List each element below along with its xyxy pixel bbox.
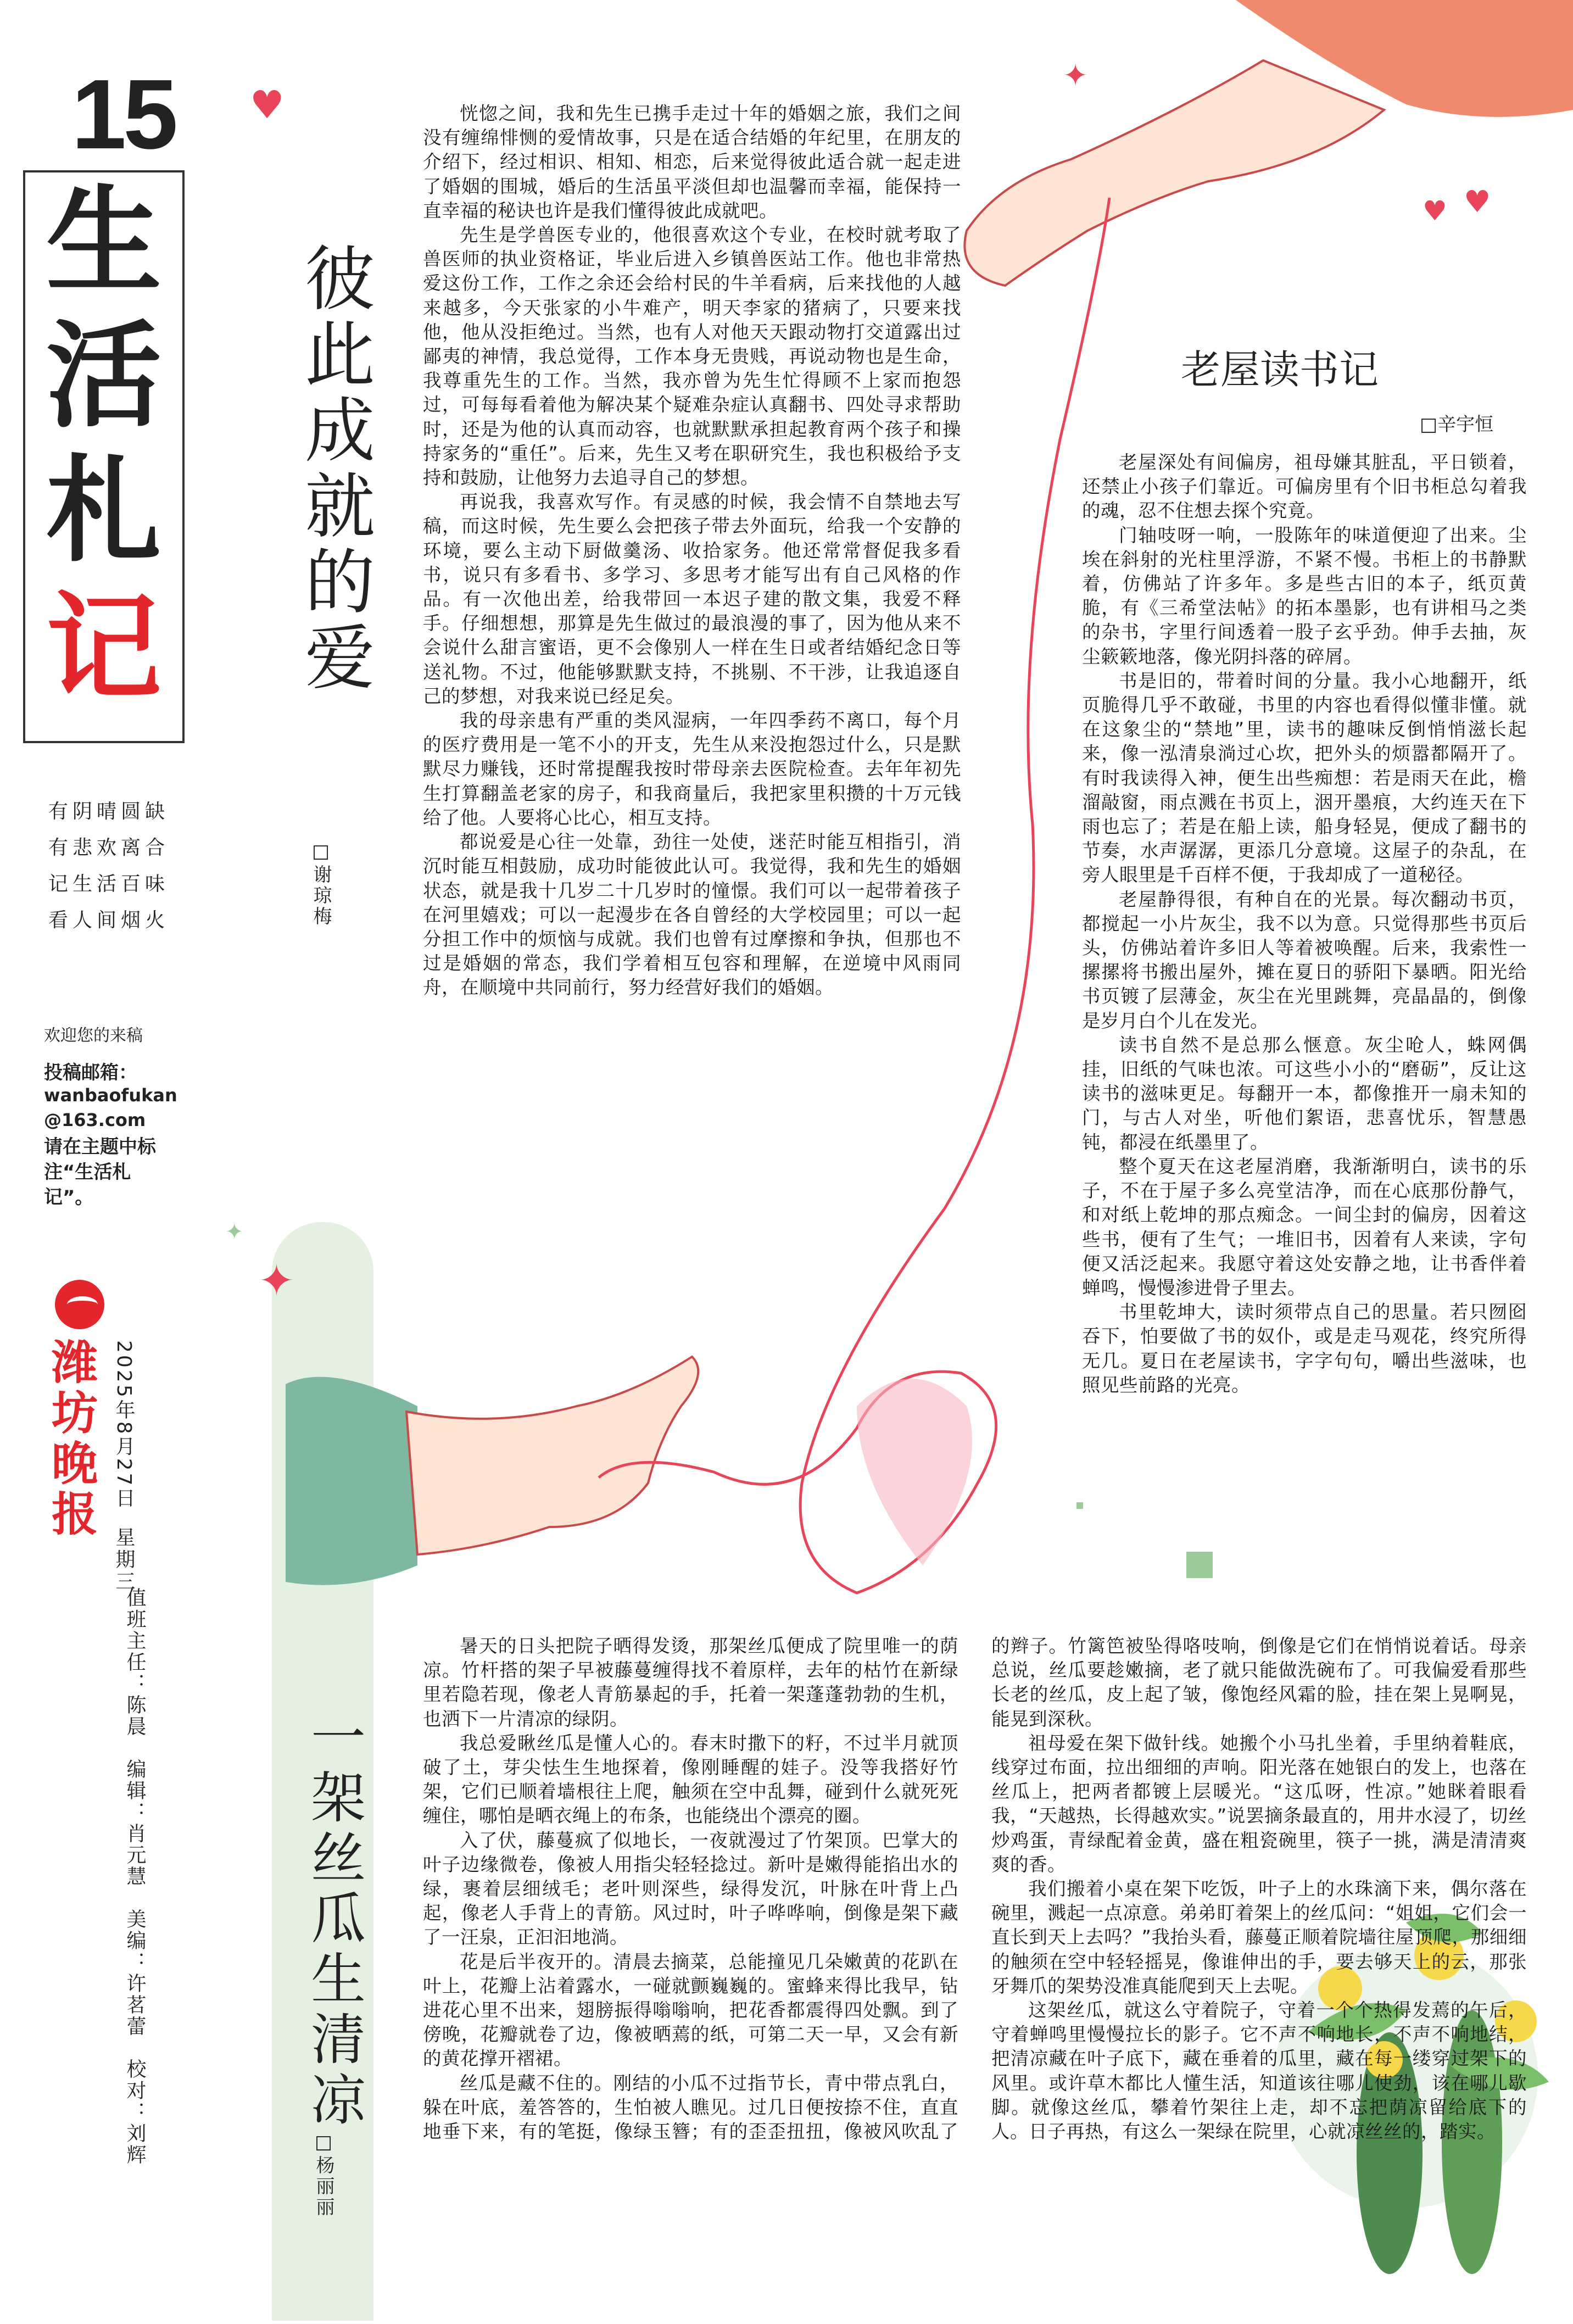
article-body xyxy=(423,102,961,1000)
article-paragraph: 门轴吱呀一响，一股陈年的味道便迎了出来。尘埃在斜射的光柱里浮游，不紧不慢。书柜上的书静默着，仿佛站了许多年。多是些古旧的本子，纸页黄脆，有《三希堂法帖》的拓本墨影，也有讲相马之类的杂书，字里行间透着一股子玄乎劲。伸手去抽，灰尘簌簌地落，像光阴抖落的碎屑。 xyxy=(1082,524,1527,667)
issue-date: 2025年8月27日 xyxy=(113,1340,135,1510)
sparkle-icon: ✦ xyxy=(1063,58,1089,93)
motto-line: 有悲欢离合 xyxy=(48,837,170,859)
column-title-char: 记 xyxy=(46,579,161,715)
newspaper-logo-icon xyxy=(55,1280,104,1329)
issue-weekday: 星期三 xyxy=(113,1527,135,1593)
contribution-email-domain[interactable]: @163.com xyxy=(44,1110,146,1130)
article-paragraph: 我总爱瞅丝瓜是懂人心的。春末时撒下的籽，不过半月就顶破了土，芽尖怯生生地探着，像刚睡醒的娃子。没等我搭好竹架，它们已顺着墙根往上爬，触须在空中乱舞，碰到什么就死死缠住，哪怕是晒衣绳上的布条，也能绕出个漂亮的圈。 xyxy=(423,1732,958,1827)
article-paragraph: 书是旧的，带着时间的分量。我小心地翻开，纸页脆得几乎不敢碰，书里的内容也看得似懂非懂。就在这象尘的“禁地”里，读书的趣味反倒悄悄滋长起来，像一泓清泉淌过心坎，把外头的烦嚣都隔开了。有时我读得入神，便生出些痴想：若是雨天在此，檐溜敲窗，雨点溅在书页上，洇开墨痕，大约连天在下雨也忘了；若是在船上读，船身轻晃，便成了翻书的节奏，水声潺潺，更添几分意境。这屋子的杂乱，在旁人眼里是千百样不便，于我却成了一道秘径。 xyxy=(1082,670,1527,886)
article-paragraph: 花是后半夜开的。清晨去摘菜，总能撞见几朵嫩黄的花趴在叶上，花瓣上沾着露水，一碰就颤巍巍的。蜜蜂来得比我早，钻进花心里不出来，翅膀振得嗡嗡响，把花香都震得四处飘。到了傍晚，花瓣就卷了边，像被晒蔫的纸，可第二天一早，又会有新的黄花撑开褶裙。 xyxy=(423,1950,958,2070)
article-paragraph: 先生是学兽医专业的，他很喜欢这个专业，在校时就考取了兽医师的执业资格证，毕业后进入乡镇兽医站工作。他也非常热爱这份工作，工作之余还会给村民的牛羊看病，后来找他的人越来越多，今天张家的小牛难产，明天李家的猪病了，只要来找他，他从没拒绝过。当然，也有人对他天天跟动物打交道露出过鄙夷的神情，我总觉得，工作本身无贵贱，再说动物也是生命，我尊重先生的工作。当然，我亦曾为先生忙得顾不上家而抱怨过，可每每看着他为解决某个疑难杂症认真翻书、四处寻求帮助时，还是为他的认真而动容，也就默默承担起教育两个孩子和操持家务的“重任”。后来，先生又考在职研究生，我也积极给予支持和鼓励，让他努力去追寻自己的梦想。 xyxy=(423,224,961,489)
article-paragraph: 我的母亲患有严重的类风湿病，一年四季药不离口，每个月的医疗费用是一笔不小的开支，先生从来没抱怨过什么，只是默默尽力赚钱，还时常提醒我按时带母亲去医院检查。去年年初先生打算翻盖老家的房子，和我商量后，我把家里积攒的十万元钱给了他。人要将心比心，相互支持。 xyxy=(423,710,961,828)
article-paragraph: 书里乾坤大，读时须带点自己的思量。若只囫囵吞下，怕要做了书的奴仆，或是走马观花，终究所得无几。夏日在老屋读书，字字句句，嚼出些滋味，也照见些前路的光亮。 xyxy=(1082,1301,1527,1396)
article-paragraph: 祖母爱在架下做针线。她搬个小马扎坐着，手里纳着鞋底，线穿过布面，拉出细细的声响。阳光落在她银白的发上，也落在丝瓜上，把两者都镀上层暖光。“这瓜呀，性凉。”她眯着眼看我，“天越热，长得越欢实。”说罢摘条最直的，用井水浸了，切丝炒鸡蛋，青绿配着金黄，盛在粗瓷碗里，筷子一挑，满是清清爽爽的香。 xyxy=(991,1732,1527,1875)
sparkle-icon: ✦ xyxy=(225,1219,244,1245)
motto-line: 看人间烟火 xyxy=(48,909,170,932)
upper-hand-illustration xyxy=(964,60,1384,286)
thread-heart-shape xyxy=(857,1379,972,1565)
article-paragraph: 我们搬着小桌在架下吃饭，叶子上的水珠滴下来，偶尔落在碗里，溅起一点凉意。弟弟盯着架上的丝瓜问：“姐姐，它们会一直长到天上去吗？”我抬头看，藤蔓正顺着院墙往屋顶爬，那细细的触须在空中轻轻摇晃，像谁伸出的手，要去够天上的云，那张牙舞爪的架势没准真能爬到天上去呢。 xyxy=(991,1878,1527,1997)
article-author: □ 杨丽丽 xyxy=(310,2131,337,2218)
contribution-email[interactable]: wanbaofukan xyxy=(44,1085,177,1106)
article-paragraph: 暑天的日头把院子晒得发烫，那架丝瓜便成了院里唯一的荫凉。竹杆搭的架子早被藤蔓缠得找不着原样，去年的枯竹在新绿里若隐若现，像老人青筋暴起的手，托着一架蓬蓬勃勃的生机，也洒下一片清凉的绿阴。 xyxy=(423,1635,958,1730)
column-title-char: 札 xyxy=(46,442,161,578)
column-title-char: 活 xyxy=(46,308,161,443)
heart-icon: ♥ xyxy=(1423,195,1447,227)
sleeve-bottom-illustration xyxy=(286,1377,417,1585)
motto-line: 记生活百味 xyxy=(48,873,170,895)
motto-line: 有阴晴圆缺 xyxy=(48,800,170,823)
contribution-welcome: 欢迎您的来稿 xyxy=(44,1026,143,1045)
article-paragraph: 老屋静得很，有种自在的光景。每次翻动书页，都搅起一小片灰尘，我不以为意。只觉得那些书页后头，仿佛站着许多旧人等着被唤醒。后来，我索性一摞摞将书搬出屋外，摊在夏日的骄阳下暴晒。阳光给书页镀了层薄金，灰尘在光里跳舞，亮晶晶的，倒像是岁月白个儿在发光。 xyxy=(1082,888,1527,1032)
article-paragraph: 再说我，我喜欢写作。有灵感的时候，我会情不自禁地去写稿，而这时候，先生要么会把孩子带去外面玩，给我一个安静的环境，要么主动下厨做羹汤、收拾家务。他还常常督促我多看书，说只有多看书、多学习、多思考才能写出有自己风格的作品。有一次他出差，给我带回一本迟子建的散文集，我爱不释手。仔细想想，那算是先生做过的最浪漫的事了，因为他从来不会说什么甜言蜜语，更不会像别人一样在生日或者结婚纪念日等送礼物。不过，他能够默默支持，不挑剔、不干涉，让我追逐自己的梦想，对我来说已经足矣。 xyxy=(423,491,961,707)
article-paragraph: 都说爱是心往一处靠，劲往一处使，迷茫时能互相指引，消沉时能互相鼓励，成功时能彼此认可。我觉得，我和先生的婚姻状态，就是我十几岁二十几岁时的憧憬。我们可以一起带着孩子在河里嬉戏；可以一起漫步在各自曾经的大学校园里；可以一起分担工作中的烦恼与成就。我们也曾有过摩擦和争执，但那也不过是婚姻的常态，我们学着相互包容和理解，在逆境中风雨同舟，在顺境中共同前行，努力经营好我们的婚姻。 xyxy=(423,831,961,999)
contribution-email-label: 投稿邮箱： xyxy=(44,1062,137,1084)
article-paragraph: 整个夏天在这老屋消磨，我渐渐明白，读书的乐子，不在于屋子多么亮堂洁净，而在心底那份静气，和对纸上乾坤的那点痴念。一间尘封的偏房，因着这些书，便有了生气；一堆旧书，因着有人来读，字句便又活泛起来。我愿守着这处安静之地，让书香伴着蝉鸣，慢慢渗进骨子里去。 xyxy=(1082,1155,1527,1298)
lower-hand-illustration xyxy=(406,1357,698,1554)
column-motto xyxy=(48,794,191,939)
article-paragraph: 老屋深处有间偏房，祖母嫌其脏乱，平日锁着，还禁止小孩子们靠近。可偏房里有个旧书柜总勾着我的魂，忍不住想去探个究竟。 xyxy=(1082,452,1527,522)
heart-icon: ♥ xyxy=(250,82,285,127)
contribution-note: 请在主题中标注“生活札记”。 xyxy=(44,1136,156,1208)
heart-icon: ♥ xyxy=(1464,184,1491,219)
article-title: 老屋读书记 xyxy=(1181,347,1379,393)
newspaper-name: 潍坊晚报 xyxy=(52,1335,98,1541)
article-title: 彼此成就的爱 xyxy=(293,242,375,696)
column-title-char: 生 xyxy=(46,173,161,309)
article-paragraph: 入了伏，藤蔓疯了似地长，一夜就漫过了竹架顶。巴掌大的叶子边缘微卷，像被人用指尖轻轻捻过。新叶是嫩得能掐出水的绿，裹着层细绒毛；老叶则深些，绿得发沉，叶脉在叶背上凸起，像老人手背上的青筋。风过时，叶子哗哗响，倒像是架下藏了一汪泉，正汩汩地淌。 xyxy=(423,1829,958,1948)
editor-credits: 值班主任：陈晨 编辑：肖元慧 美编：许茗蕾 校对：刘辉 xyxy=(124,1587,146,2166)
article-body xyxy=(1082,450,1527,1397)
article-title: 一架丝瓜生清凉 xyxy=(302,1708,366,2131)
article-paragraph: 读书自然不是总那么惬意。灰尘呛人，蛛网偶挂，旧纸的气味也浓。可这些小小的“磨砺”，反让这读书的滋味更足。每翻开一本，都像推开一扇未知的门，与古人对坐，听他们絮语，悲喜忧乐，智慧愚钝，都浸在纸墨里了。 xyxy=(1082,1034,1527,1153)
sparkle-icon: ✦ xyxy=(258,1255,295,1306)
article-author: □ 辛宇恒 xyxy=(1420,409,1493,436)
article-body xyxy=(423,1634,1527,2315)
column-title-frame xyxy=(23,170,185,743)
article-author: □ 谢琼梅 xyxy=(308,840,334,927)
article-paragraph: 恍惚之间，我和先生已携手走过十年的婚姻之旅，我们之间没有缠绵悱恻的爱情故事，只是在适合结婚的年纪里，在朋友的介绍下，经过相识、相知、相恋，后来觉得彼此适合就一起走进了婚姻的围城，婚后的生活虽平淡但却也温馨而幸福，能保持一直幸福的秘诀也许是我们懂得彼此成就吧。 xyxy=(423,103,961,221)
article-paragraph: 丝瓜是藏不住的。刚结的小瓜不过指节长，青中带点乳白，躲在叶底，羞答答的，生怕被人瞧见。过几日便按捺不住，直直地垂下来，有的笔挺，像绿玉簪；有的歪歪扭扭，像被风吹乱了的辫子。竹篱笆被坠得咯吱响，倒像是它们在悄悄说着话。母亲总说，丝瓜要趁嫩摘，老了就只能做洗碗布了。可我偏爱看那些长老的丝瓜，皮上起了皱，像饱经风霜的脸，挂在架上晃啊晃，能晃到深秋。 xyxy=(423,1635,1527,2143)
page-number: 15 xyxy=(71,59,175,170)
article-paragraph: 这架丝瓜，就这么守着院子，守着一个个热得发蔫的午后，守着蝉鸣里慢慢拉长的影子。它不声不响地长，不声不响地结，把清凉藏在叶子底下，藏在垂着的瓜里，藏在每一缕穿过架下的风里。或许草木都比人懂生活，知道该往哪儿使劲，该在哪儿歇脚。就像这丝瓜，攀着竹架往上走，却不忘把荫凉留给底下的人。日子再热，有这么一架绿在院里，心就凉丝丝的，踏实。 xyxy=(991,1999,1527,2143)
